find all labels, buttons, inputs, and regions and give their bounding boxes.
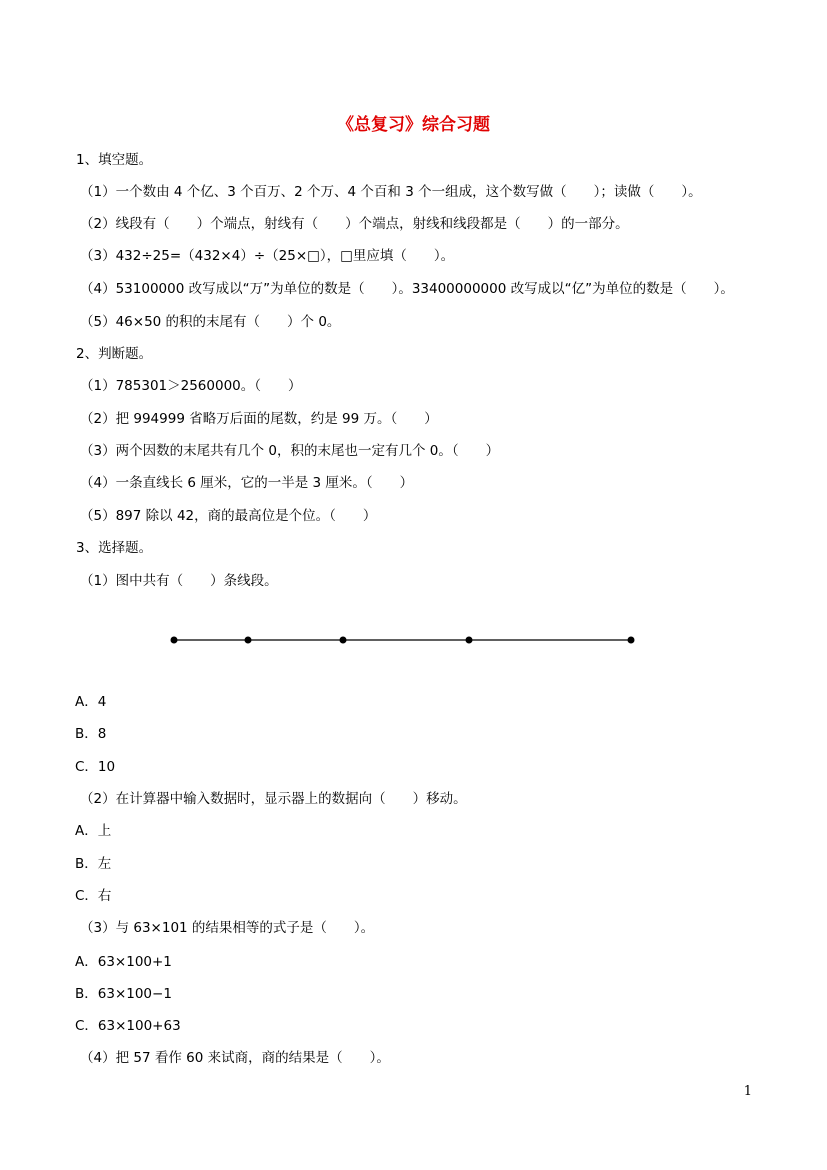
question-2-1: （1）785301＞2560000。（ ） (80, 378, 302, 394)
option-3-2-b: B．左 (75, 856, 112, 872)
question-1-4: （4）53100000 改写成以“万”为单位的数是（ ）。33400000000 改写成以“亿”为单位的数是（ ）。 (80, 281, 734, 297)
question-1-1: （1）一个数由 4 个亿、3 个百万、2 个万、4 个百和 3 个一组成，这个数写做（ ）；读做（ ）。 (80, 184, 702, 200)
option-3-3-a: A．63×100+1 (75, 954, 172, 970)
section-heading-true-false: 2、判断题。 (76, 346, 153, 362)
question-3-4: （4）把 57 看作 60 来试商，商的结果是（ ）。 (80, 1050, 390, 1066)
segment-point (245, 637, 252, 644)
option-3-1-a: A．4 (75, 694, 107, 710)
question-2-5: （5）897 除以 42，商的最高位是个位。（ ） (80, 508, 377, 524)
question-1-3: （3）432÷25=（432×4）÷（25×□），□里应填（ ）。 (80, 248, 455, 264)
question-3-1: （1）图中共有（ ）条线段。 (80, 573, 278, 589)
question-2-4: （4）一条直线长 6 厘米，它的一半是 3 厘米。（ ） (80, 475, 414, 491)
option-3-3-b: B．63×100−1 (75, 986, 172, 1002)
question-3-2: （2）在计算器中输入数据时，显示器上的数据向（ ）移动。 (80, 791, 467, 807)
option-3-2-c: C．右 (75, 888, 112, 904)
page-number: 1 (743, 1084, 752, 1099)
question-3-3: （3）与 63×101 的结果相等的式子是（ ）。 (80, 920, 375, 936)
question-1-5: （5）46×50 的积的末尾有（ ）个 0。 (80, 314, 341, 330)
question-1-2: （2）线段有（ ）个端点，射线有（ ）个端点，射线和线段都是（ ）的一部分。 (80, 216, 629, 232)
segment-point (171, 637, 178, 644)
option-3-1-b: B．8 (75, 726, 107, 742)
segment-point (628, 637, 635, 644)
page-title: 《总复习》综合习题 (337, 115, 490, 135)
question-2-2: （2）把 994999 省略万后面的尾数，约是 99 万。（ ） (80, 411, 438, 427)
section-heading-multiple-choice: 3、选择题。 (76, 540, 153, 556)
segment-point (340, 637, 347, 644)
option-3-1-c: C．10 (75, 759, 116, 775)
question-2-3: （3）两个因数的末尾共有几个 0，积的末尾也一定有几个 0。（ ） (80, 443, 500, 459)
section-heading-fill-in: 1、填空题。 (76, 152, 153, 168)
segment-point (466, 637, 473, 644)
option-3-2-a: A．上 (75, 823, 112, 839)
option-3-3-c: C．63×100+63 (75, 1018, 181, 1034)
